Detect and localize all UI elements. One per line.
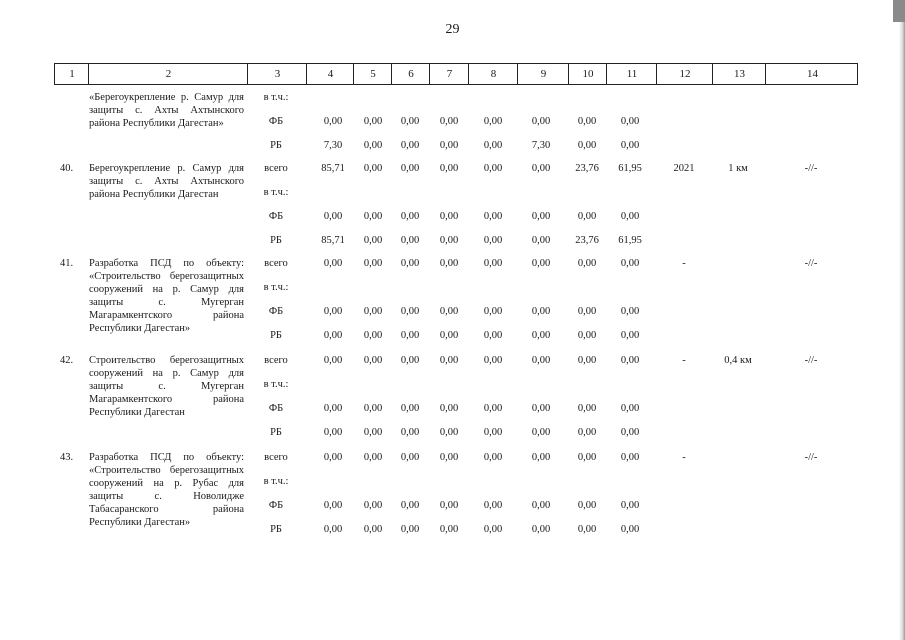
value-cell: 0,00	[483, 140, 503, 151]
value-cell: 0,00	[400, 355, 420, 366]
value-cell: 0,00	[483, 235, 503, 246]
value-cell: 23,76	[575, 235, 599, 246]
row-label: РБ	[270, 524, 282, 535]
value-cell: 0,00	[439, 140, 459, 151]
value-cell: 0,00	[577, 116, 597, 127]
value-cell: 0,00	[483, 116, 503, 127]
value-cell: 0,00	[620, 403, 640, 414]
value-cell: 0,00	[531, 427, 551, 438]
value-cell: 0,00	[531, 306, 551, 317]
value-cell: 0,00	[323, 116, 343, 127]
header-divider	[765, 64, 766, 84]
value-cell: 0,00	[400, 452, 420, 463]
year-cell: 2021	[673, 163, 695, 174]
value-cell: 0,00	[439, 500, 459, 511]
value-cell: 0,00	[363, 235, 383, 246]
row-label: в т.ч.:	[263, 476, 289, 487]
header-divider	[247, 64, 248, 84]
header-divider	[712, 64, 713, 84]
row-label: РБ	[270, 330, 282, 341]
value-cell: 7,30	[323, 140, 343, 151]
entry-number: 41.	[60, 258, 74, 269]
row-label: в т.ч.:	[263, 92, 289, 103]
row-label: ФБ	[268, 500, 284, 511]
value-cell: 0,00	[483, 524, 503, 535]
value-cell: 0,00	[323, 427, 343, 438]
header-col-12: 12	[679, 68, 691, 80]
value-cell: 0,00	[620, 140, 640, 151]
value-cell: 0,00	[577, 524, 597, 535]
value-cell: 0,00	[363, 116, 383, 127]
header-col-3: 3	[274, 68, 281, 80]
value-cell: 0,00	[323, 500, 343, 511]
scan-corner	[893, 0, 905, 22]
value-cell: 0,00	[620, 330, 640, 341]
value-cell: 0,00	[483, 452, 503, 463]
value-cell: 0,00	[363, 524, 383, 535]
value-cell: 0,00	[620, 452, 640, 463]
value-cell: 0,00	[531, 403, 551, 414]
entry-number: 40.	[60, 163, 74, 174]
table-header	[54, 63, 858, 85]
year-cell: -	[682, 258, 686, 269]
value-cell: 0,00	[439, 306, 459, 317]
header-col-8: 8	[490, 68, 497, 80]
value-cell: 0,00	[620, 306, 640, 317]
value-cell: 0,00	[531, 235, 551, 246]
ditto-cell: -//-	[804, 355, 818, 366]
value-cell: 0,00	[483, 500, 503, 511]
row-label: ФБ	[268, 211, 284, 222]
header-divider	[306, 64, 307, 84]
value-cell: 85,71	[321, 163, 345, 174]
value-cell: 0,00	[363, 427, 383, 438]
ditto-cell: -//-	[804, 163, 818, 174]
year-cell: -	[682, 452, 686, 463]
value-cell: 0,00	[323, 524, 343, 535]
page-number: 29	[445, 22, 460, 37]
value-cell: 0,00	[400, 258, 420, 269]
value-cell: 0,00	[531, 163, 551, 174]
value-cell: 0,00	[620, 427, 640, 438]
row-label: всего	[264, 355, 288, 366]
ditto-cell: -//-	[804, 452, 818, 463]
value-cell: 0,00	[577, 258, 597, 269]
value-cell: 0,00	[439, 403, 459, 414]
value-cell: 0,00	[483, 330, 503, 341]
value-cell: 0,00	[363, 211, 383, 222]
value-cell: 0,00	[620, 211, 640, 222]
length-cell: 0,4 км	[724, 355, 752, 366]
header-divider	[391, 64, 392, 84]
header-divider	[88, 64, 89, 84]
entry-description: Разработка ПСД по объекту: «Строительство берегозащитных сооружений на р. Рубас для защиты с. Новолидже Табасаранского района Республики Дагестан»	[89, 452, 244, 528]
value-cell: 0,00	[400, 500, 420, 511]
entry-description: Строительство берегозащитных сооружений на р. Самур для защиты с. Мугерган Магарамкентского района Республики Дагестан	[89, 355, 244, 418]
row-label: всего	[264, 452, 288, 463]
entry-number: 43.	[60, 452, 74, 463]
value-cell: 85,71	[321, 235, 345, 246]
value-cell: 0,00	[483, 258, 503, 269]
header-col-11: 11	[626, 68, 638, 80]
row-label: всего	[264, 163, 288, 174]
value-cell: 0,00	[439, 355, 459, 366]
value-cell: 0,00	[323, 330, 343, 341]
value-cell: 0,00	[531, 452, 551, 463]
value-cell: 0,00	[323, 211, 343, 222]
value-cell: 0,00	[620, 116, 640, 127]
value-cell: 0,00	[439, 330, 459, 341]
value-cell: 0,00	[400, 524, 420, 535]
value-cell: 0,00	[620, 500, 640, 511]
value-cell: 0,00	[577, 330, 597, 341]
header-divider	[606, 64, 607, 84]
value-cell: 0,00	[439, 211, 459, 222]
value-cell: 0,00	[531, 500, 551, 511]
value-cell: 0,00	[400, 330, 420, 341]
year-cell: -	[682, 355, 686, 366]
value-cell: 0,00	[363, 403, 383, 414]
value-cell: 0,00	[400, 140, 420, 151]
value-cell: 0,00	[363, 452, 383, 463]
value-cell: 0,00	[439, 258, 459, 269]
value-cell: 0,00	[363, 355, 383, 366]
value-cell: 0,00	[531, 116, 551, 127]
header-divider	[656, 64, 657, 84]
value-cell: 0,00	[531, 258, 551, 269]
header-col-9: 9	[540, 68, 547, 80]
value-cell: 0,00	[577, 355, 597, 366]
row-label: в т.ч.:	[263, 379, 289, 390]
value-cell: 0,00	[400, 403, 420, 414]
value-cell: 0,00	[531, 211, 551, 222]
row-label: ФБ	[268, 403, 284, 414]
value-cell: 0,00	[400, 163, 420, 174]
value-cell: 0,00	[577, 403, 597, 414]
row-label: РБ	[270, 140, 282, 151]
value-cell: 0,00	[483, 306, 503, 317]
value-cell: 0,00	[531, 330, 551, 341]
value-cell: 0,00	[483, 211, 503, 222]
value-cell: 0,00	[400, 427, 420, 438]
value-cell: 0,00	[439, 235, 459, 246]
entry-description: Берегоукрепление р. Самур для защиты с. Ахты Ахтынского района Республики Дагестан	[89, 163, 244, 200]
value-cell: 61,95	[618, 235, 642, 246]
value-cell: 61,95	[618, 163, 642, 174]
value-cell: 0,00	[577, 211, 597, 222]
entry-number: 42.	[60, 355, 74, 366]
value-cell: 0,00	[531, 524, 551, 535]
header-col-13: 13	[734, 68, 745, 80]
value-cell: 0,00	[439, 427, 459, 438]
header-divider	[568, 64, 569, 84]
value-cell: 0,00	[400, 306, 420, 317]
header-col-10: 10	[582, 68, 594, 80]
entry-description: Разработка ПСД по объекту: «Строительство берегозащитных сооружений на р. Самур для защиты с. Мугерган Магарамкентского района Республики Дагестан»	[89, 258, 244, 334]
value-cell: 0,00	[323, 306, 343, 317]
value-cell: 0,00	[577, 140, 597, 151]
value-cell: 0,00	[577, 500, 597, 511]
value-cell: 0,00	[439, 524, 459, 535]
value-cell: 0,00	[439, 452, 459, 463]
value-cell: 0,00	[577, 306, 597, 317]
header-divider	[517, 64, 518, 84]
length-cell: 1 км	[728, 163, 748, 174]
value-cell: 0,00	[323, 403, 343, 414]
value-cell: 0,00	[323, 258, 343, 269]
value-cell: 0,00	[363, 140, 383, 151]
value-cell: 0,00	[363, 330, 383, 341]
row-label: ФБ	[268, 116, 284, 127]
row-label: всего	[264, 258, 288, 269]
row-label: РБ	[270, 427, 282, 438]
value-cell: 0,00	[483, 163, 503, 174]
header-col-5: 5	[370, 68, 376, 80]
header-col-1: 1	[69, 68, 75, 80]
value-cell: 0,00	[483, 355, 503, 366]
row-label: в т.ч.:	[263, 187, 289, 198]
header-col-2: 2	[165, 68, 172, 80]
header-col-4: 4	[327, 68, 334, 80]
header-col-6: 6	[408, 68, 414, 80]
value-cell: 0,00	[400, 211, 420, 222]
value-cell: 0,00	[577, 427, 597, 438]
value-cell: 7,30	[531, 140, 551, 151]
scan-edge	[899, 0, 905, 640]
value-cell: 0,00	[323, 355, 343, 366]
header-col-14: 14	[807, 68, 818, 80]
value-cell: 0,00	[400, 235, 420, 246]
header-divider	[353, 64, 354, 84]
value-cell: 0,00	[620, 524, 640, 535]
value-cell: 0,00	[363, 500, 383, 511]
header-divider	[429, 64, 430, 84]
value-cell: 0,00	[483, 427, 503, 438]
row-label: ФБ	[268, 306, 284, 317]
header-col-7: 7	[446, 68, 453, 80]
value-cell: 0,00	[620, 258, 640, 269]
value-cell: 0,00	[323, 452, 343, 463]
ditto-cell: -//-	[804, 258, 818, 269]
value-cell: 0,00	[620, 355, 640, 366]
value-cell: 0,00	[439, 163, 459, 174]
value-cell: 0,00	[577, 452, 597, 463]
value-cell: 0,00	[531, 355, 551, 366]
entry-description: «Берегоукрепление р. Самур для защиты с. Ахты Ахтынского района Республики Дагестан»	[89, 92, 244, 129]
value-cell: 0,00	[400, 116, 420, 127]
value-cell: 0,00	[363, 163, 383, 174]
value-cell: 23,76	[575, 163, 599, 174]
row-label: в т.ч.:	[263, 282, 289, 293]
value-cell: 0,00	[439, 116, 459, 127]
value-cell: 0,00	[483, 403, 503, 414]
header-divider	[468, 64, 469, 84]
row-label: РБ	[270, 235, 282, 246]
value-cell: 0,00	[363, 306, 383, 317]
value-cell: 0,00	[363, 258, 383, 269]
